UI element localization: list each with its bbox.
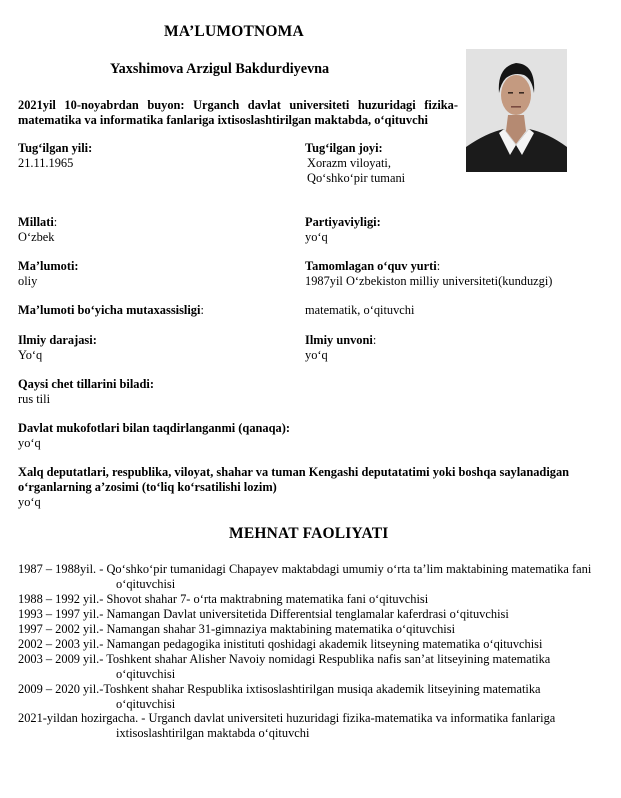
deputy-value: yo‘q — [18, 495, 41, 509]
work-entry-line-1: 1988 – 1992 yil.- Shovot shahar 7- o‘rta maktrabning matematika fani o‘qituvchisi — [18, 592, 429, 606]
work-entry-line-1: 2021-yildan hozirgacha. - Urganch davlat universiteti huzuridagi fizika-matematika va informatika fanlariga — [18, 711, 556, 725]
rank-label-row: Ilmiy unvoni: — [305, 333, 377, 347]
degree-value: Yo‘q — [18, 348, 43, 362]
portrait-photo — [466, 49, 567, 172]
education-label: Ma’lumoti: — [18, 259, 79, 273]
birth-place-value-line-2: Qo‘shko‘pir tumani — [307, 171, 406, 185]
position-line-2: matematika va informatika fanlariga ixtisoslashtirilgan maktabda, o‘qituvchi — [18, 113, 428, 127]
work-entry — [18, 682, 618, 712]
deputy-label-line-2: o‘rganlarning a’zosimi (to‘liq ko‘rsatilishi lozim) — [18, 480, 277, 494]
work-entry — [18, 562, 618, 592]
graduated-value: 1987yil O‘zbekiston milliy universiteti(kunduzgi) — [305, 274, 553, 288]
specialty-value: matematik, o‘qituvchi — [305, 303, 415, 317]
work-entry-line-2: ixtisoslashtirilgan maktabda o‘qituvchi — [116, 726, 310, 740]
birth-year-value: 21.11.1965 — [18, 156, 74, 170]
degree-label: Ilmiy darajasi: — [18, 333, 97, 347]
birth-year-label: Tug‘ilgan yili: — [18, 141, 93, 155]
birth-place-label: Tug‘ilgan joyi: — [305, 141, 383, 155]
work-entry — [18, 592, 618, 607]
languages-label: Qaysi chet tillarini biladi: — [18, 377, 154, 391]
work-entry-line-1: 2009 – 2020 yil.-Toshkent shahar Respublika ixtisoslashtirilgan musiqa akademik litseyining matematika — [18, 682, 541, 696]
nationality-value: O‘zbek — [18, 230, 55, 244]
work-entry — [18, 711, 618, 741]
work-entry — [18, 607, 618, 622]
work-entry — [18, 652, 618, 682]
awards-label: Davlat mukofotlari bilan taqdirlanganmi (qanaqa): — [18, 421, 290, 435]
nationality-label: Millati — [18, 215, 54, 229]
work-entry-line-1: 2002 – 2003 yil.- Namangan pedagogika inistituti qoshidagi akademik litseyning matematika o‘qituvchisi — [18, 637, 543, 651]
work-entry-line-2: o‘qituvchisi — [116, 667, 176, 681]
rank-label: Ilmiy unvoni — [305, 333, 373, 347]
specialty-label-row: Ma’lumoti bo‘yicha mutaxassisligi: — [18, 303, 204, 317]
person-name: Yaxshimova Arzigul Bakdurdiyevna — [110, 61, 330, 77]
nationality-label-row: Millati: — [18, 215, 58, 229]
deputy-label-line-1: Xalq deputatlari, respublika, viloyat, shahar va tuman Kengashi deputatatimi yoki boshqa saylanadigan — [18, 465, 570, 479]
languages-value: rus tili — [18, 392, 51, 406]
graduated-label-row: Tamomlagan o‘quv yurti: — [305, 259, 441, 273]
rank-value: yo‘q — [305, 348, 328, 362]
work-entry — [18, 637, 618, 652]
work-entry-line-2: o‘qituvchisi — [116, 577, 176, 591]
specialty-label: Ma’lumoti bo‘yicha mutaxassisligi — [18, 303, 201, 317]
graduated-label: Tamomlagan o‘quv yurti — [305, 259, 437, 273]
birth-place-value-line-1: Xorazm viloyati, — [307, 156, 391, 170]
awards-value: yo‘q — [18, 436, 41, 450]
document-title: MA’LUMOTNOMA — [164, 23, 304, 40]
party-value: yo‘q — [305, 230, 328, 244]
work-entry-line-1: 1987 – 1988yil. - Qo‘shko‘pir tumanidagi Chapayev maktabdagi umumiy o‘rta ta’lim maktabining matematika fani — [18, 562, 592, 576]
party-label: Partiyaviyligi: — [305, 215, 381, 229]
work-entry-line-1: 1997 – 2002 yil.- Namangan shahar 31-gimnaziya maktabining matematika o‘qituvchisi — [18, 622, 456, 636]
education-value: oliy — [18, 274, 38, 288]
work-entry-line-1: 1993 – 1997 yil.- Namangan Davlat universitetida Differentsial tenglamalar kaferdrasi o‘qituvchisi — [18, 607, 509, 621]
work-entry-line-1: 2003 – 2009 yil.- Toshkent shahar Alisher Navoiy nomidagi Respublika nafis san’at litseyining matematika — [18, 652, 551, 666]
position-line-1: 2021yil 10-noyabrdan buyon: Urganch davlat universiteti huzuridagi fizika- — [18, 98, 458, 112]
work-entry — [18, 622, 618, 637]
work-entry-line-2: o‘qituvchisi — [116, 697, 176, 711]
work-history-title: MEHNAT FAOLIYATI — [229, 525, 389, 542]
